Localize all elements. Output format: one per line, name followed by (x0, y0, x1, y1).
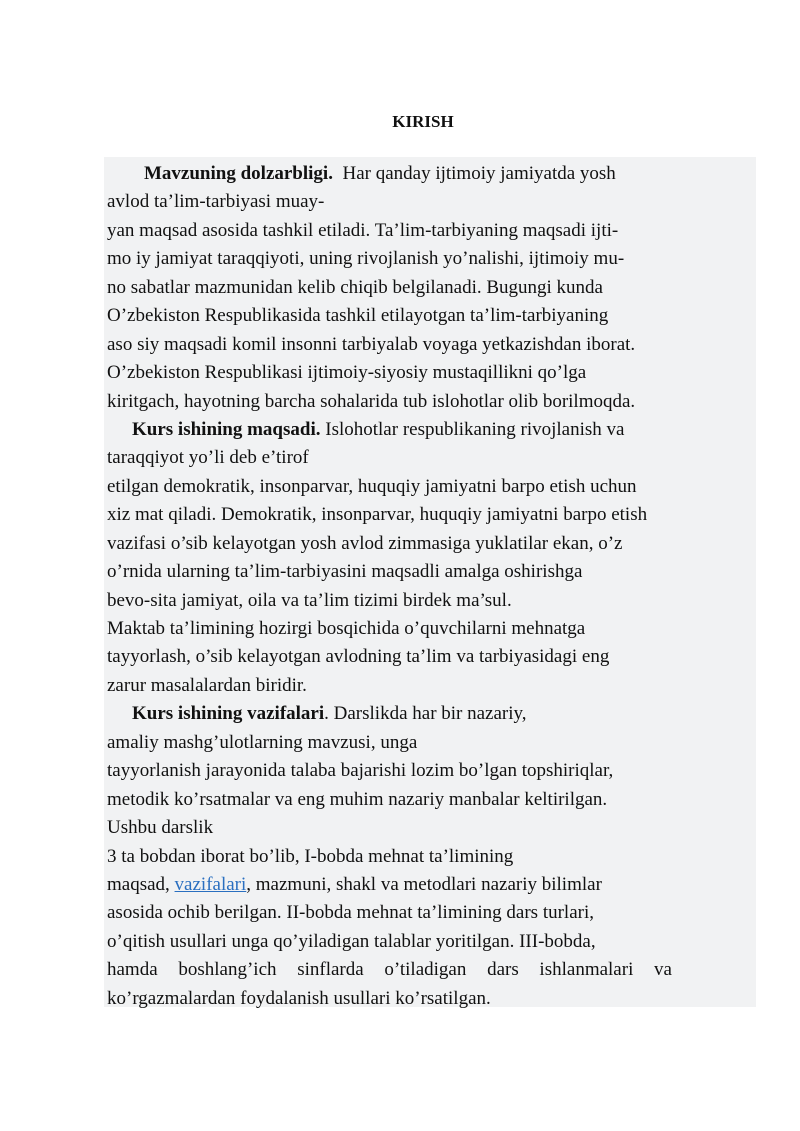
paragraph-1-line: O’zbekiston Respublikasi ijtimoiy-siyosiy mustaqillikni qo’lga (107, 362, 587, 384)
paragraph-2-line: xiz mat qiladi. Demokratik, insonparvar, huquqiy jamiyatni barpo etish (107, 504, 648, 526)
paragraph-3-line: 3 ta bobdan iborat bo’lib, I-bobda mehnat ta’limining (107, 845, 514, 867)
paragraph-2-line: vazifasi o’sib kelayotgan yosh avlod zimmasiga yuklatilar ekan, o’z (107, 532, 623, 554)
vazifalari-link[interactable]: vazifalari (174, 873, 247, 895)
paragraph-3-line: amaliy mashg’ulotlarning mavzusi, unga (107, 731, 418, 753)
paragraph-2-line: Maktab ta’limining hozirgi bosqichida o’quvchilarni mehnatga (107, 618, 586, 639)
section-heading: Kurs ishining maqsadi. (132, 418, 321, 440)
paragraph-3-line: Ushbu darslik (107, 817, 214, 839)
text-span: , mazmuni, shakl va metodlari nazariy bilimlar (246, 873, 602, 895)
paragraph-3-line: hamda boshlang’ich sinflarda o’tiladigan dars ishlanmalari va (107, 959, 672, 981)
paragraph-2-line (107, 416, 753, 444)
paragraph-3-line (107, 871, 753, 899)
paragraph-2-line: o’rnida ularning ta’lim-tarbiyasini maqsadli amalga oshirishga (107, 561, 583, 583)
text-span: Islohotlar respublikaning rivojlanish va (320, 418, 625, 440)
paragraph-1-line: O’zbekiston Respublikasida tashkil etilayotgan ta’lim-tarbiyaning (107, 305, 609, 327)
paragraph-1-line: avlod ta’lim-tarbiyasi muay- (107, 191, 325, 213)
paragraph-1-line: aso siy maqsadi komil insonni tarbiyalab voyaga yetkazishdan iborat. (107, 333, 636, 355)
document-body (107, 160, 753, 1013)
paragraph-3-line: asosida ochib berilgan. II-bobda mehnat ta’limining dars turlari, (107, 902, 594, 924)
page-title: KIRISH (392, 112, 454, 131)
text-span: . Darslikda har bir nazariy, (324, 703, 527, 725)
paragraph-1-line: yan maqsad asosida tashkil etiladi. Ta’lim-tarbiyaning maqsadi ijti- (107, 219, 619, 241)
paragraph-2-line: taraqqiyot yo’li deb e’tirof (107, 447, 309, 469)
paragraph-1-line (107, 160, 753, 188)
text-span: Har qanday ijtimoiy jamiyatda yosh (332, 163, 616, 184)
paragraph-2-line: etilgan demokratik, insonparvar, huquqiy jamiyatni barpo etish uchun (107, 475, 637, 497)
paragraph-3-line: metodik ko’rsatmalar va eng muhim nazariy manbalar keltirilgan. (107, 788, 608, 810)
paragraph-1-line: kiritgach, hayotning barcha sohalarida tub islohotlar olib borilmoqda. (107, 390, 636, 412)
paragraph-2-line: tayyorlash, o’sib kelayotgan avlodning ta’lim va tarbiyasidagi eng (107, 646, 610, 668)
paragraph-3-line (107, 700, 753, 728)
paragraph-2-line: zarur masalalardan biridir. (107, 674, 307, 696)
paragraph-3-line: tayyorlanish jarayonida talaba bajarishi lozim bo’lgan topshiriqlar, (107, 760, 614, 782)
section-heading: Kurs ishining vazifalari (132, 703, 325, 725)
paragraph-1-line: no sabatlar mazmunidan kelib chiqib belgilanadi. Bugungi kunda (107, 276, 603, 298)
text-span: maqsad, (107, 873, 175, 895)
paragraph-1-line: mo iy jamiyat taraqqiyoti, uning rivojlanish yo’nalishi, ijtimoiy mu- (107, 248, 625, 270)
paragraph-3-line: o’qitish usullari unga qo’yiladigan talablar yoritilgan. III-bobda, (107, 930, 596, 952)
paragraph-2-line: bevo-sita jamiyat, oila va ta’lim tizimi birdek ma’sul. (107, 589, 512, 611)
paragraph-3-line: ko’rgazmalardan foydalanish usullari ko’rsatilgan. (107, 987, 491, 1009)
section-heading: Mavzuning dolzarbligi. (144, 163, 333, 184)
